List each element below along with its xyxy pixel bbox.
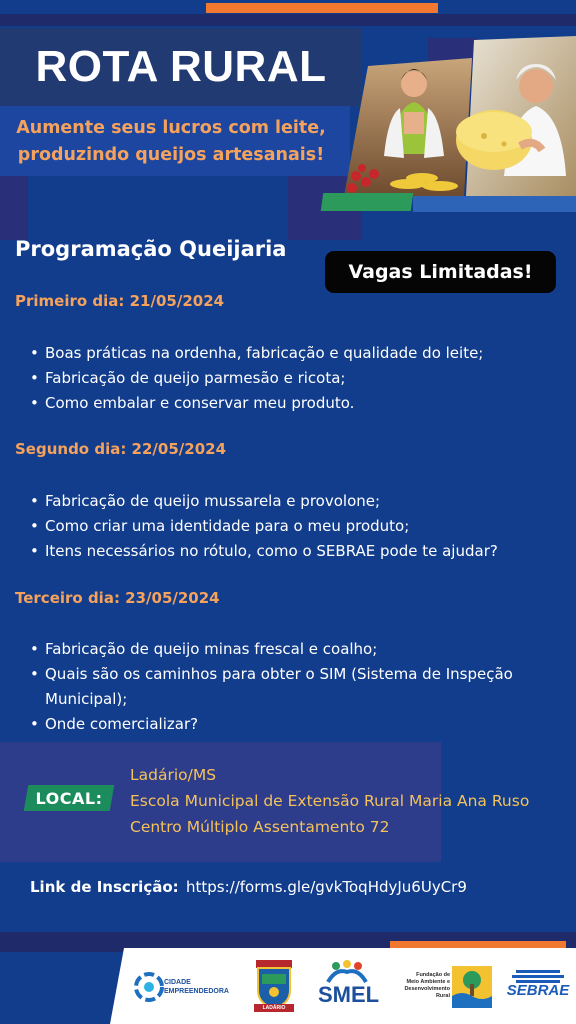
list-item: • Fabricação de queijo parmesão e ricota; <box>26 366 536 391</box>
fundacao-text <box>390 972 450 1000</box>
list-item: • Onde comercializar? <box>26 712 536 737</box>
list-item: • Como criar uma identidade para o meu produto; <box>26 514 536 539</box>
location-center: Centro Múltiplo Assentamento 72 <box>130 818 390 836</box>
list-item: • Boas práticas na ordenha, fabricação e qualidade do leite; <box>26 341 536 366</box>
location-city: Ladário/MS <box>130 766 217 784</box>
sebrae-logo <box>506 970 570 1004</box>
cheese-vendors-illustration <box>344 36 576 196</box>
cidade-line-2: EMPREENDEDORA <box>164 988 229 995</box>
coat-of-arms-label: LADÁRIO <box>262 1005 286 1011</box>
subtitle-line-2: produzindo queijos artesanais! <box>17 145 325 165</box>
day-1-heading: Primeiro dia: 21/05/2024 <box>15 292 225 310</box>
smel-wordmark: SMEL <box>318 982 380 1007</box>
fundacao-meio-ambiente-logo <box>390 966 494 1008</box>
smel-figures-icon <box>318 960 376 984</box>
subtitle <box>6 115 336 169</box>
limited-spots-badge: Vagas Limitadas! <box>325 251 556 293</box>
subtitle-line-1: Aumente seus lucros com leite, <box>16 118 326 138</box>
ladario-coat-of-arms <box>252 958 296 1014</box>
cidade-line-1: CIDADE <box>164 979 191 986</box>
fundacao-line-1: Fundação de <box>416 972 450 978</box>
header-photo <box>344 36 576 196</box>
sebrae-wordmark: SEBRAE <box>506 982 570 999</box>
list-item: • Fabricação de queijo mussarela e provolone; <box>26 489 536 514</box>
location-details <box>130 762 529 840</box>
blue-accent-strip <box>413 196 576 212</box>
page-title: ROTA RURAL <box>35 42 327 91</box>
list-item: • Como embalar e conservar meu produto. <box>26 391 536 416</box>
location-school: Escola Municipal de Extensão Rural Maria Ana Ruso <box>130 792 530 810</box>
fundacao-line-3: Desenvolvimento Rural <box>404 986 450 999</box>
top-dark-band <box>0 14 576 26</box>
footer-left-block <box>0 952 110 1024</box>
registration-link[interactable]: https://forms.gle/gvkToqHdyJu6UyCr9 <box>186 878 467 896</box>
smel-logo <box>318 960 380 1010</box>
fundacao-line-2: Meio Ambiente e <box>406 979 450 985</box>
cidade-empreendedora-logo <box>134 970 238 1004</box>
fundacao-emblem-icon <box>452 966 492 1008</box>
top-orange-bar <box>206 3 438 13</box>
list-item: • Itens necessários no rótulo, como o SEBRAE pode te ajudar? <box>26 539 536 564</box>
green-accent-bar <box>321 193 414 211</box>
list-item: • Quais são os caminhos para obter o SIM (Sistema de Inspeção Municipal); <box>26 662 536 712</box>
day-3-heading: Terceiro dia: 23/05/2024 <box>15 589 220 607</box>
day-3-list <box>26 637 536 737</box>
location-badge: LOCAL: <box>35 788 103 808</box>
cidade-empreendedora-icon <box>134 972 164 1002</box>
list-item: • Fabricação de queijo minas frescal e coalho; <box>26 637 536 662</box>
left-accent-block <box>0 176 28 240</box>
program-title: Programação Queijaria <box>15 237 287 261</box>
day-2-list <box>26 489 536 564</box>
day-2-heading: Segundo dia: 22/05/2024 <box>15 440 227 458</box>
day-1-list <box>26 341 536 416</box>
registration-label: Link de Inscrição: <box>30 878 179 896</box>
